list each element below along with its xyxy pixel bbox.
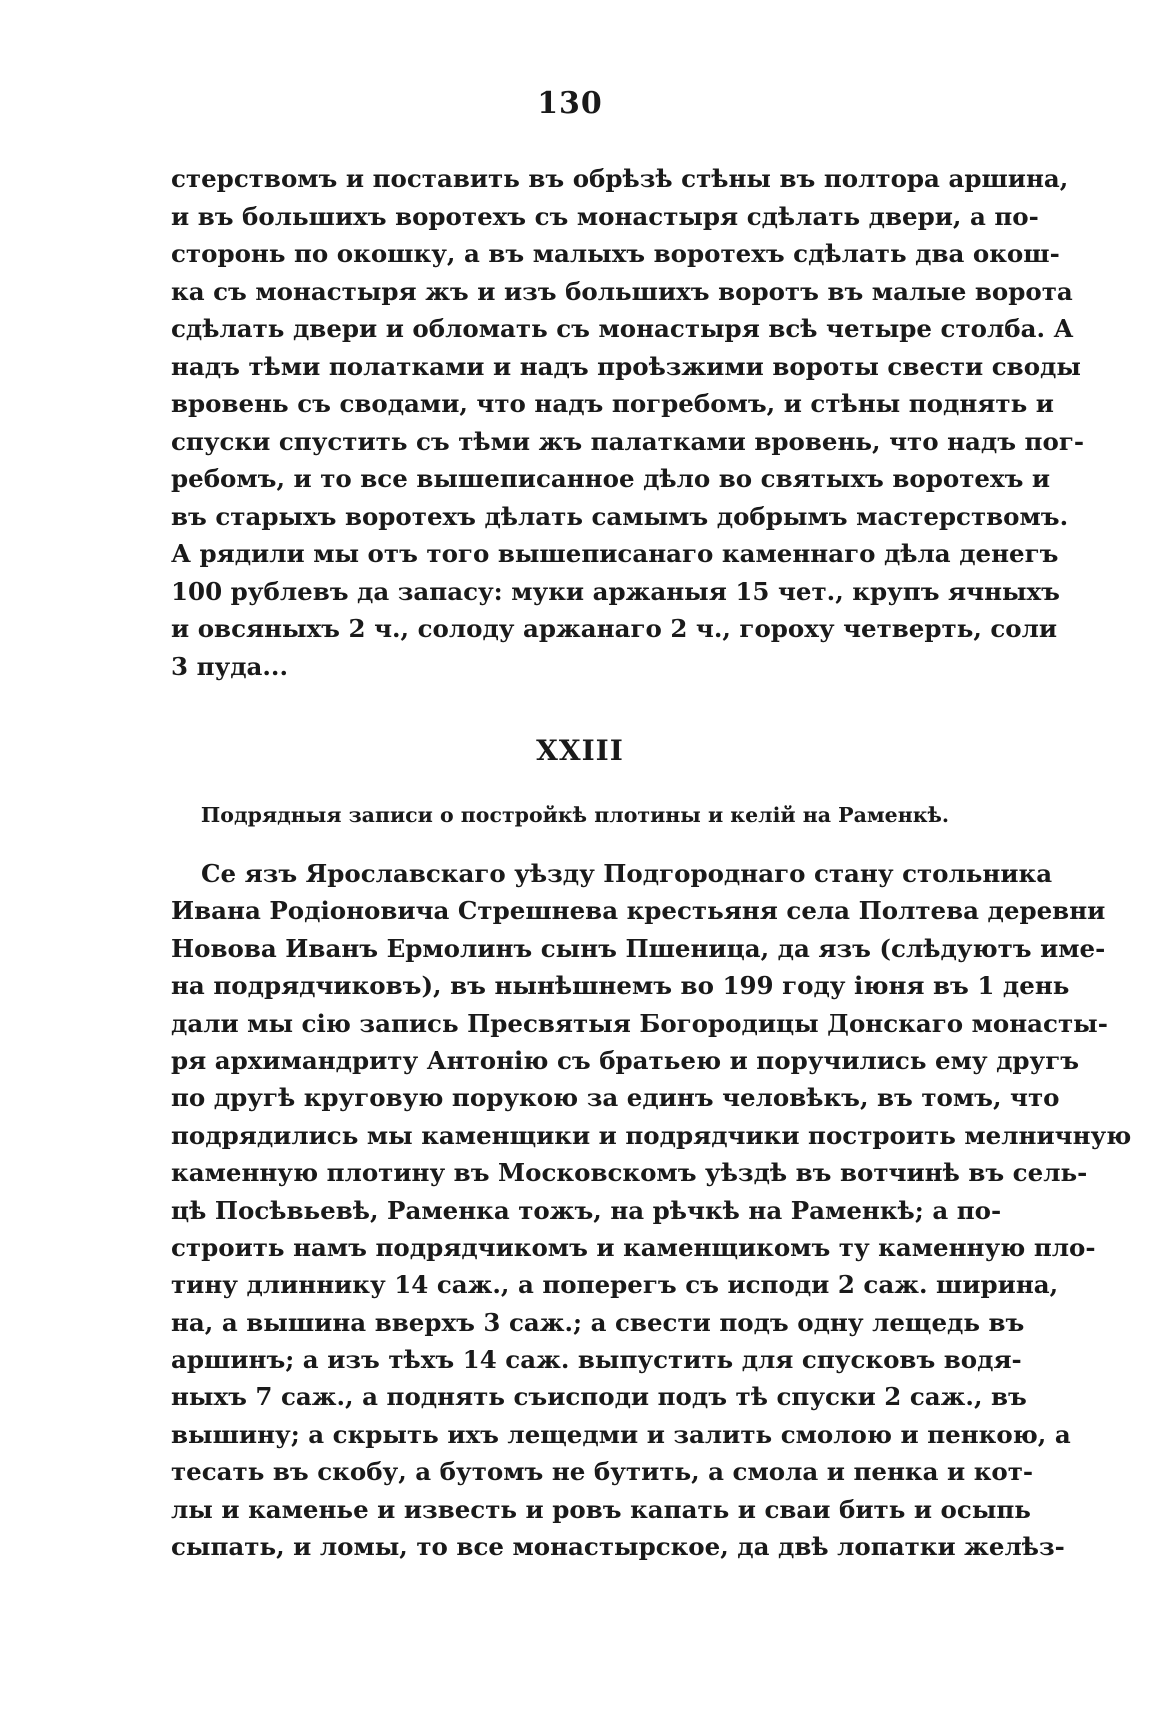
- text-line: вровень съ сводами, что надъ погребомъ, и стѣны поднять и: [171, 389, 1054, 418]
- paragraph-two: [171, 855, 1132, 1565]
- text-line: ребомъ, и то все вышеписанное дѣло во святыхъ воротехъ и: [171, 464, 1051, 493]
- text-line: и овсяныхъ 2 ч., солоду аржанаго 2 ч., гороху четверть, соли: [171, 614, 1058, 643]
- text-line: на, а вышина вверхъ 3 саж.; а свести подъ одну лещедь въ: [171, 1307, 1025, 1337]
- text-line: вышину; а скрыть ихъ лещедми и залить смолою и пенкою, а: [171, 1419, 1071, 1449]
- text-line: Се язъ Ярославскаго уѣзду Подгороднаго стану стольника: [201, 859, 1053, 888]
- text-line: 100 рублевъ да запасу: муки аржаныя 15 чет., крупъ ячныхъ: [171, 576, 1060, 606]
- text-line: цѣ Посѣвьевѣ, Раменка тожъ, на рѣчкѣ на Раменкѣ; а по-: [171, 1195, 1002, 1225]
- page-number: 130: [537, 86, 603, 121]
- text-line: строить намъ подрядчикомъ и каменщикомъ ту каменную пло-: [171, 1232, 1096, 1262]
- text-line: ка съ монастыря жъ и изъ большихъ воротъ въ малые ворота: [171, 276, 1073, 306]
- text-line: надъ тѣми полатками и надъ проѣзжими вороты свести своды: [171, 351, 1081, 381]
- text-line: по другѣ круговую порукою за единъ человѣкъ, въ томъ, что: [171, 1083, 1060, 1113]
- text-line: спуски спустить съ тѣми жъ палатками вровень, что надъ пог-: [171, 426, 1084, 456]
- text-line: А рядили мы отъ того вышеписанаго каменнаго дѣла денегъ: [171, 539, 1059, 568]
- text-line: въ старыхъ воротехъ дѣлать самымъ добрымъ мастерствомъ.: [171, 501, 1069, 531]
- text-line: Новова Иванъ Ермолинъ сынъ Пшеница, да язъ (слѣдуютъ име-: [171, 933, 1106, 963]
- paragraph-one: [171, 160, 1084, 685]
- section-title: Подрядныя записи о постройкѣ плотины и келій на Раменкѣ.: [200, 803, 950, 827]
- text-line: сдѣлать двери и обломать съ монастыря всѣ четыре столба. А: [171, 314, 1074, 343]
- text-line: на подрядчиковъ), въ нынѣшнемъ во 199 году іюня въ 1 день: [171, 971, 1070, 1001]
- text-line: сыпать, и ломы, то все монастырское, да двѣ лопатки желѣз-: [171, 1532, 1065, 1562]
- text-line: ря архимандриту Антонію съ братьею и поручились ему другъ: [171, 1045, 1080, 1075]
- text-line: аршинъ; а изъ тѣхъ 14 саж. выпустить для спусковъ водя-: [171, 1345, 1022, 1375]
- text-line: и въ большихъ воротехъ съ монастыря сдѣлать двери, а по-: [171, 201, 1039, 231]
- text-line: сторонь по окошку, а въ малыхъ воротехъ сдѣлать два окош-: [171, 239, 1060, 268]
- text-line: ныхъ 7 саж., а поднять съисподи подъ тѣ спуски 2 саж., въ: [171, 1382, 1027, 1412]
- text-line: лы и каменье и известь и ровъ капать и сваи бить и осыпь: [171, 1494, 1031, 1524]
- text-line: подрядились мы каменщики и подрядчики построить мелничную: [171, 1120, 1132, 1150]
- text-line: Ивана Родіоновича Стрешнева крестьяня села Полтева деревни: [171, 896, 1106, 926]
- text-line: 3 пуда...: [171, 651, 288, 681]
- text-line: каменную плотину въ Московскомъ уѣздѣ въ вотчинѣ въ сель-: [171, 1158, 1088, 1188]
- text-line: стерствомъ и поставить въ обрѣзѣ стѣны въ полтора аршина,: [171, 164, 1069, 193]
- text-line: тесать въ скобу, а бутомъ не бутить, а смола и пенка и кот-: [171, 1457, 1034, 1487]
- text-line: дали мы сію запись Пресвятыя Богородицы Донскаго монасты-: [171, 1008, 1108, 1038]
- section-number: XXIII: [536, 734, 624, 767]
- text-line: тину длиннику 14 саж., а поперегъ съ исподи 2 саж. ширина,: [171, 1270, 1059, 1300]
